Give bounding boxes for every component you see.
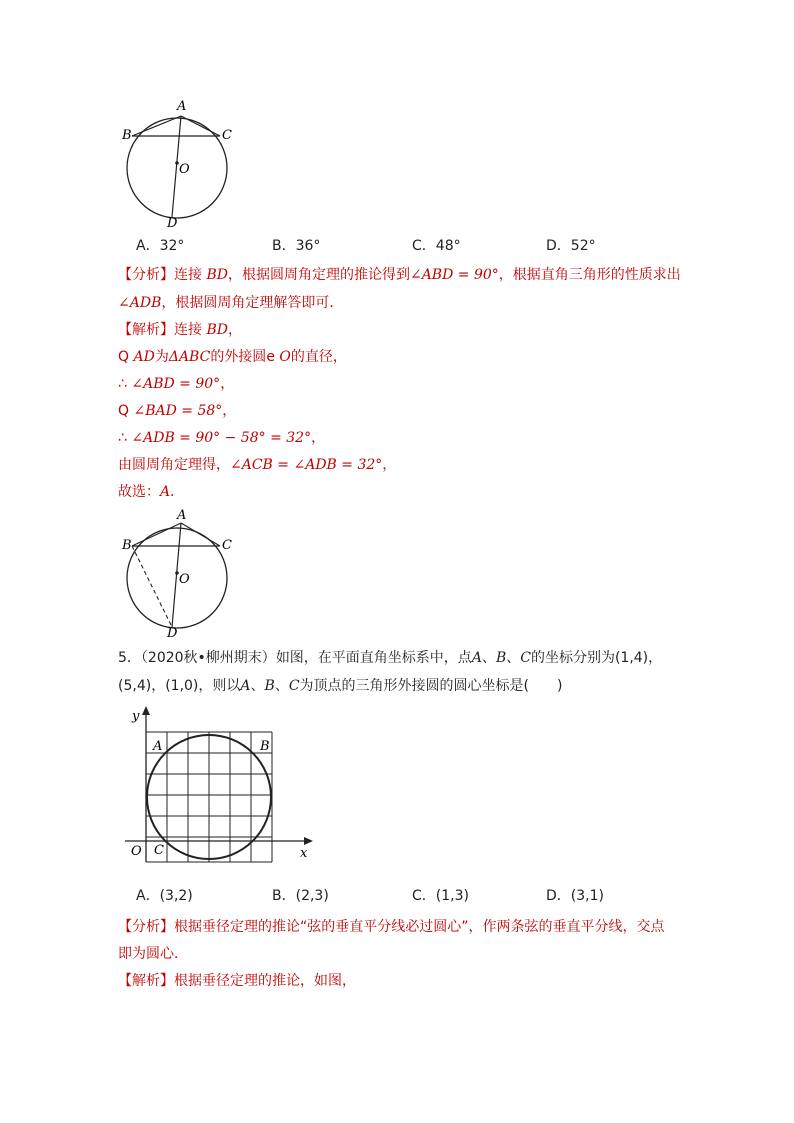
segment-ab [132,523,181,546]
solution-line-5: ∴ ∠ADB = 90° − 58° = 32°， [118,430,326,446]
q4-option-b: B．36° [272,238,321,254]
segment-ac [181,116,220,136]
analysis-line-2: ∠ADB，根据圆周角定理解答即可． [118,295,344,311]
q5-line-2: (5,4)，(1,0)，则以A、B、C为顶点的三角形外接圆的圆心坐标是( ) [118,678,563,694]
solution-line-1: 【解析】连接 BD， [118,322,242,338]
figure-grid [120,702,320,872]
label-c: C [222,538,232,553]
q4-option-c: C．48° [412,238,461,254]
q4-option-a: A．32° [136,238,185,254]
label-d: D [167,626,178,640]
label-o: O [131,844,142,859]
q5-option-a: A．(3,2) [136,888,193,904]
analysis-line-1: 【分析】连接 BD，根据圆周角定理的推论得到∠ABD = 90°，根据直角三角形的性质求出 [118,267,681,283]
label-o: O [179,162,190,177]
figure-circle-2 [115,505,245,640]
solution-line-3: ∴ ∠ABD = 90°， [118,376,235,392]
q5-line-1: 5．（2020秋•柳州期末）如图，在平面直角坐标系中，点A、B、C的坐标分别为(1,4)， [118,650,663,666]
solution-line-7: 故选：A． [118,484,185,500]
q5-option-c: C．(1,3) [412,888,469,904]
q5-solution-line-1: 【解析】根据垂径定理的推论，如图， [118,973,356,989]
label-a: A [153,739,163,754]
dashed-bd [132,546,172,627]
solution-line-4: Q ∠BAD = 58°， [118,403,237,419]
label-c: C [222,128,232,143]
q5-options [136,886,656,906]
label-d: D [167,216,178,230]
label-a: A [177,99,187,114]
grid-lines [146,732,272,862]
x-axis-arrow [304,837,313,845]
q4-options [136,236,656,256]
label-a: A [177,508,187,523]
solution-line-2: Q AD为ΔABC的外接圆e O的直径， [118,349,347,365]
figure-circle-1 [115,95,245,230]
label-c: C [154,843,164,858]
label-b: B [122,128,132,143]
label-o: O [179,572,190,587]
q5-analysis-line-2: 即为圆心． [118,946,188,962]
circle-outline [127,118,227,218]
q4-option-d: D．52° [546,238,596,254]
label-b: B [260,739,270,754]
label-y: y [132,709,140,724]
y-axis-arrow [142,706,150,715]
solution-line-6: 由圆周角定理得，∠ACB = ∠ADB = 32°， [118,457,397,473]
label-x: x [300,846,308,861]
segment-ac [181,523,220,546]
segment-ab [132,116,181,136]
circle-outline [127,528,227,628]
q5-analysis-line-1: 【分析】根据垂径定理的推论“弦的垂直平分线必过圆心”，作两条弦的垂直平分线，交点 [118,919,665,935]
label-b: B [122,538,132,553]
q5-option-b: B．(2,3) [272,888,329,904]
q5-option-d: D．(3,1) [546,888,604,904]
